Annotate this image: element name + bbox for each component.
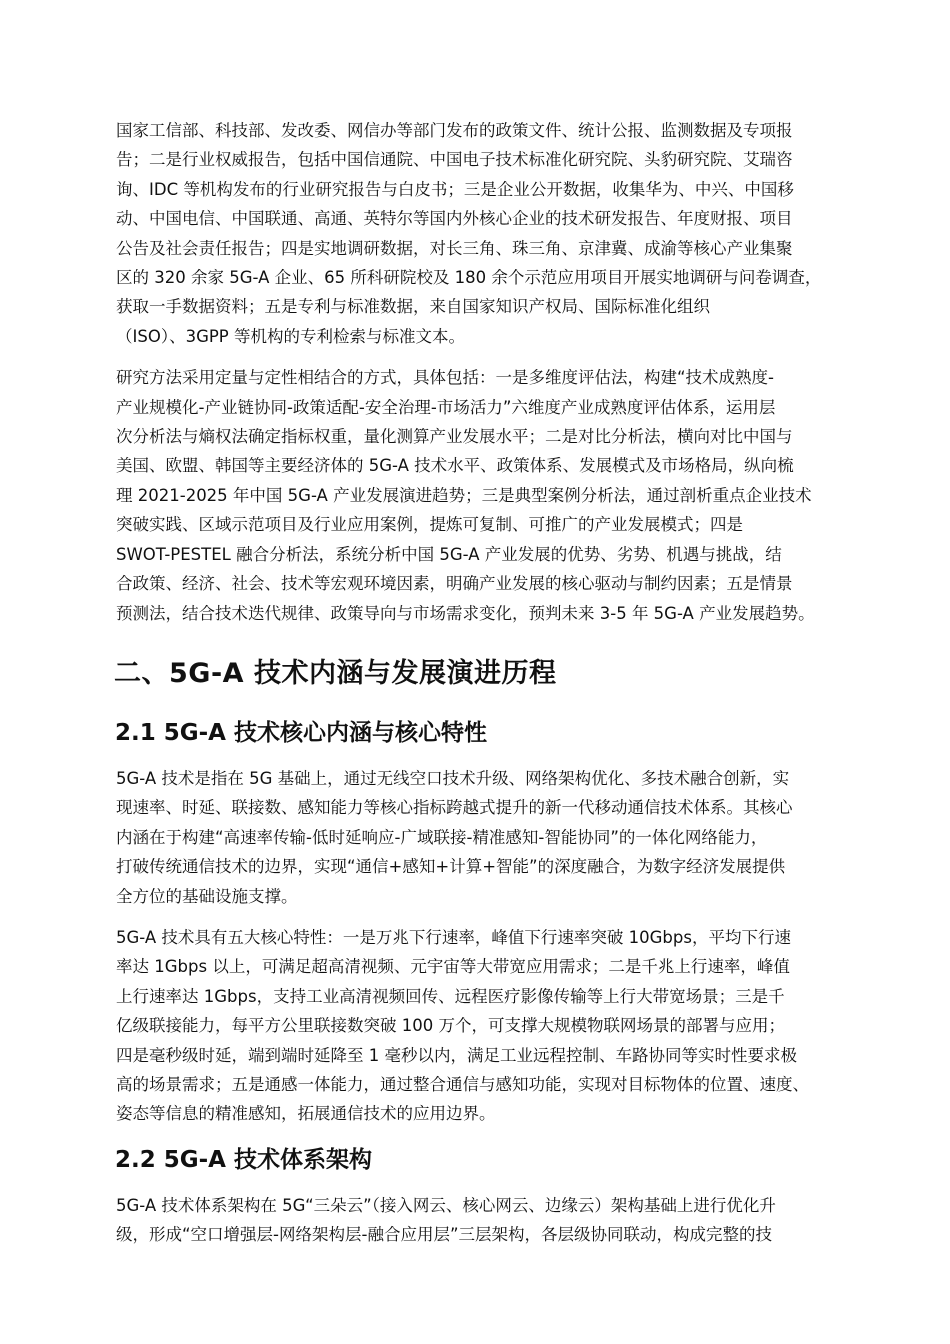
paragraph-data-sources	[116, 116, 836, 351]
paragraph-architecture	[116, 1191, 836, 1250]
text-line: 预测法，结合技术迭代规律、政策导向与市场需求变化，预判未来 3-5 年 5G-A 产业发展趋势。	[116, 603, 815, 623]
text-line: 突破实践、区域示范项目及行业应用案例，提炼可复制、可推广的产业发展模式；四是	[116, 515, 743, 535]
text-line: 产业规模化-产业链协同-政策适配-安全治理-市场活力”六维度产业成熟度评估体系，运用层	[116, 397, 776, 417]
chapter-heading: 二、5G-A 技术内涵与发展演进历程	[114, 657, 557, 689]
text-line: 打破传统通信技术的边界，实现“通信+感知+计算+智能”的深度融合，为数字经济发展提供	[116, 857, 786, 877]
text-line: 现速率、时延、联接数、感知能力等核心指标跨越式提升的新一代移动通信技术体系。其核心	[116, 798, 793, 818]
text-line: 区的 320 余家 5G-A 企业、65 所科研院校及 180 余个示范应用项目开展实地调研与问卷调查，	[116, 268, 822, 288]
text-line: 动、中国电信、中国联通、高通、英特尔等国内外核心企业的技术研发报告、年度财报、项目	[116, 209, 793, 229]
paragraph-research-methods	[116, 363, 836, 628]
text-line: 上行速率达 1Gbps，支持工业高清视频回传、远程医疗影像传输等上行大带宽场景；三是千	[116, 986, 785, 1006]
text-line: 5G-A 技术具有五大核心特性：一是万兆下行速率，峰值下行速率突破 10Gbps，平均下行速	[116, 927, 791, 947]
text-line: 告；二是行业权威报告，包括中国信通院、中国电子技术标准化研究院、头豹研究院、艾瑞咨	[116, 150, 793, 170]
text-line: 理 2021-2025 年中国 5G-A 产业发展演进趋势；三是典型案例分析法，通过剖析重点企业技术	[116, 485, 812, 505]
section-heading-2-1: 2.1 5G-A 技术核心内涵与核心特性	[115, 719, 487, 746]
text-line: 5G-A 技术体系架构在 5G“三朵云”（接入网云、核心网云、边缘云）架构基础上进行优化升	[116, 1195, 776, 1215]
text-line: 研究方法采用定量与定性相结合的方式，具体包括：一是多维度评估法，构建“技术成熟度-	[116, 368, 775, 388]
paragraph-core-features	[116, 923, 836, 1129]
text-line: 高的场景需求；五是通感一体能力，通过整合通信与感知功能，实现对目标物体的位置、速度、	[116, 1074, 809, 1094]
text-line: 国家工信部、科技部、发改委、网信办等部门发布的政策文件、统计公报、监测数据及专项报	[116, 121, 793, 140]
text-line: 合政策、经济、社会、技术等宏观环境因素，明确产业发展的核心驱动与制约因素；五是情景	[116, 574, 793, 594]
text-line: 询、IDC 等机构发布的行业研究报告与白皮书；三是企业公开数据，收集华为、中兴、中国移	[116, 179, 794, 199]
text-line: 5G-A 技术是指在 5G 基础上，通过无线空口技术升级、网络架构优化、多技术融合创新，实	[116, 768, 790, 788]
text-line: 公告及社会责任报告；四是实地调研数据，对长三角、珠三角、京津冀、成渝等核心产业集聚	[116, 238, 793, 258]
text-line: 四是毫秒级时延，端到端时延降至 1 毫秒以内，满足工业远程控制、车路协同等实时性要求极	[116, 1045, 797, 1065]
text-line: 全方位的基础设施支撑。	[116, 886, 298, 906]
text-line: 内涵在于构建“高速率传输-低时延响应-广域联接-精准感知-智能协同”的一体化网络能力，	[116, 827, 768, 847]
section-heading-2-2: 2.2 5G-A 技术体系架构	[115, 1146, 372, 1173]
text-line: 次分析法与熵权法确定指标权重，量化测算产业发展水平；二是对比分析法，横向对比中国与	[116, 427, 793, 447]
text-line: 美国、欧盟、韩国等主要经济体的 5G-A 技术水平、政策体系、发展模式及市场格局，纵向梳	[116, 456, 794, 476]
text-line: 级，形成“空口增强层-网络架构层-融合应用层”三层架构，各层级协同联动，构成完整的技	[116, 1225, 773, 1245]
text-line: （ISO）、3GPP 等机构的专利检索与标准文本。	[116, 326, 466, 346]
paragraph-core-connotation	[116, 764, 836, 911]
text-line: 亿级联接能力，每平方公里联接数突破 100 万个，可支撑大规模物联网场景的部署与应用；	[116, 1016, 785, 1036]
text-line: SWOT-PESTEL 融合分析法，系统分析中国 5G-A 产业发展的优势、劣势、机遇与挑战，结	[116, 544, 782, 564]
text-line: 获取一手数据资料；五是专利与标准数据，来自国家知识产权局、国际标准化组织	[116, 297, 710, 317]
text-line: 率达 1Gbps 以上，可满足超高清视频、元宇宙等大带宽应用需求；二是千兆上行速率，峰值	[116, 957, 790, 977]
text-line: 姿态等信息的精准感知，拓展通信技术的应用边界。	[116, 1104, 496, 1124]
document-page	[116, 116, 836, 1262]
